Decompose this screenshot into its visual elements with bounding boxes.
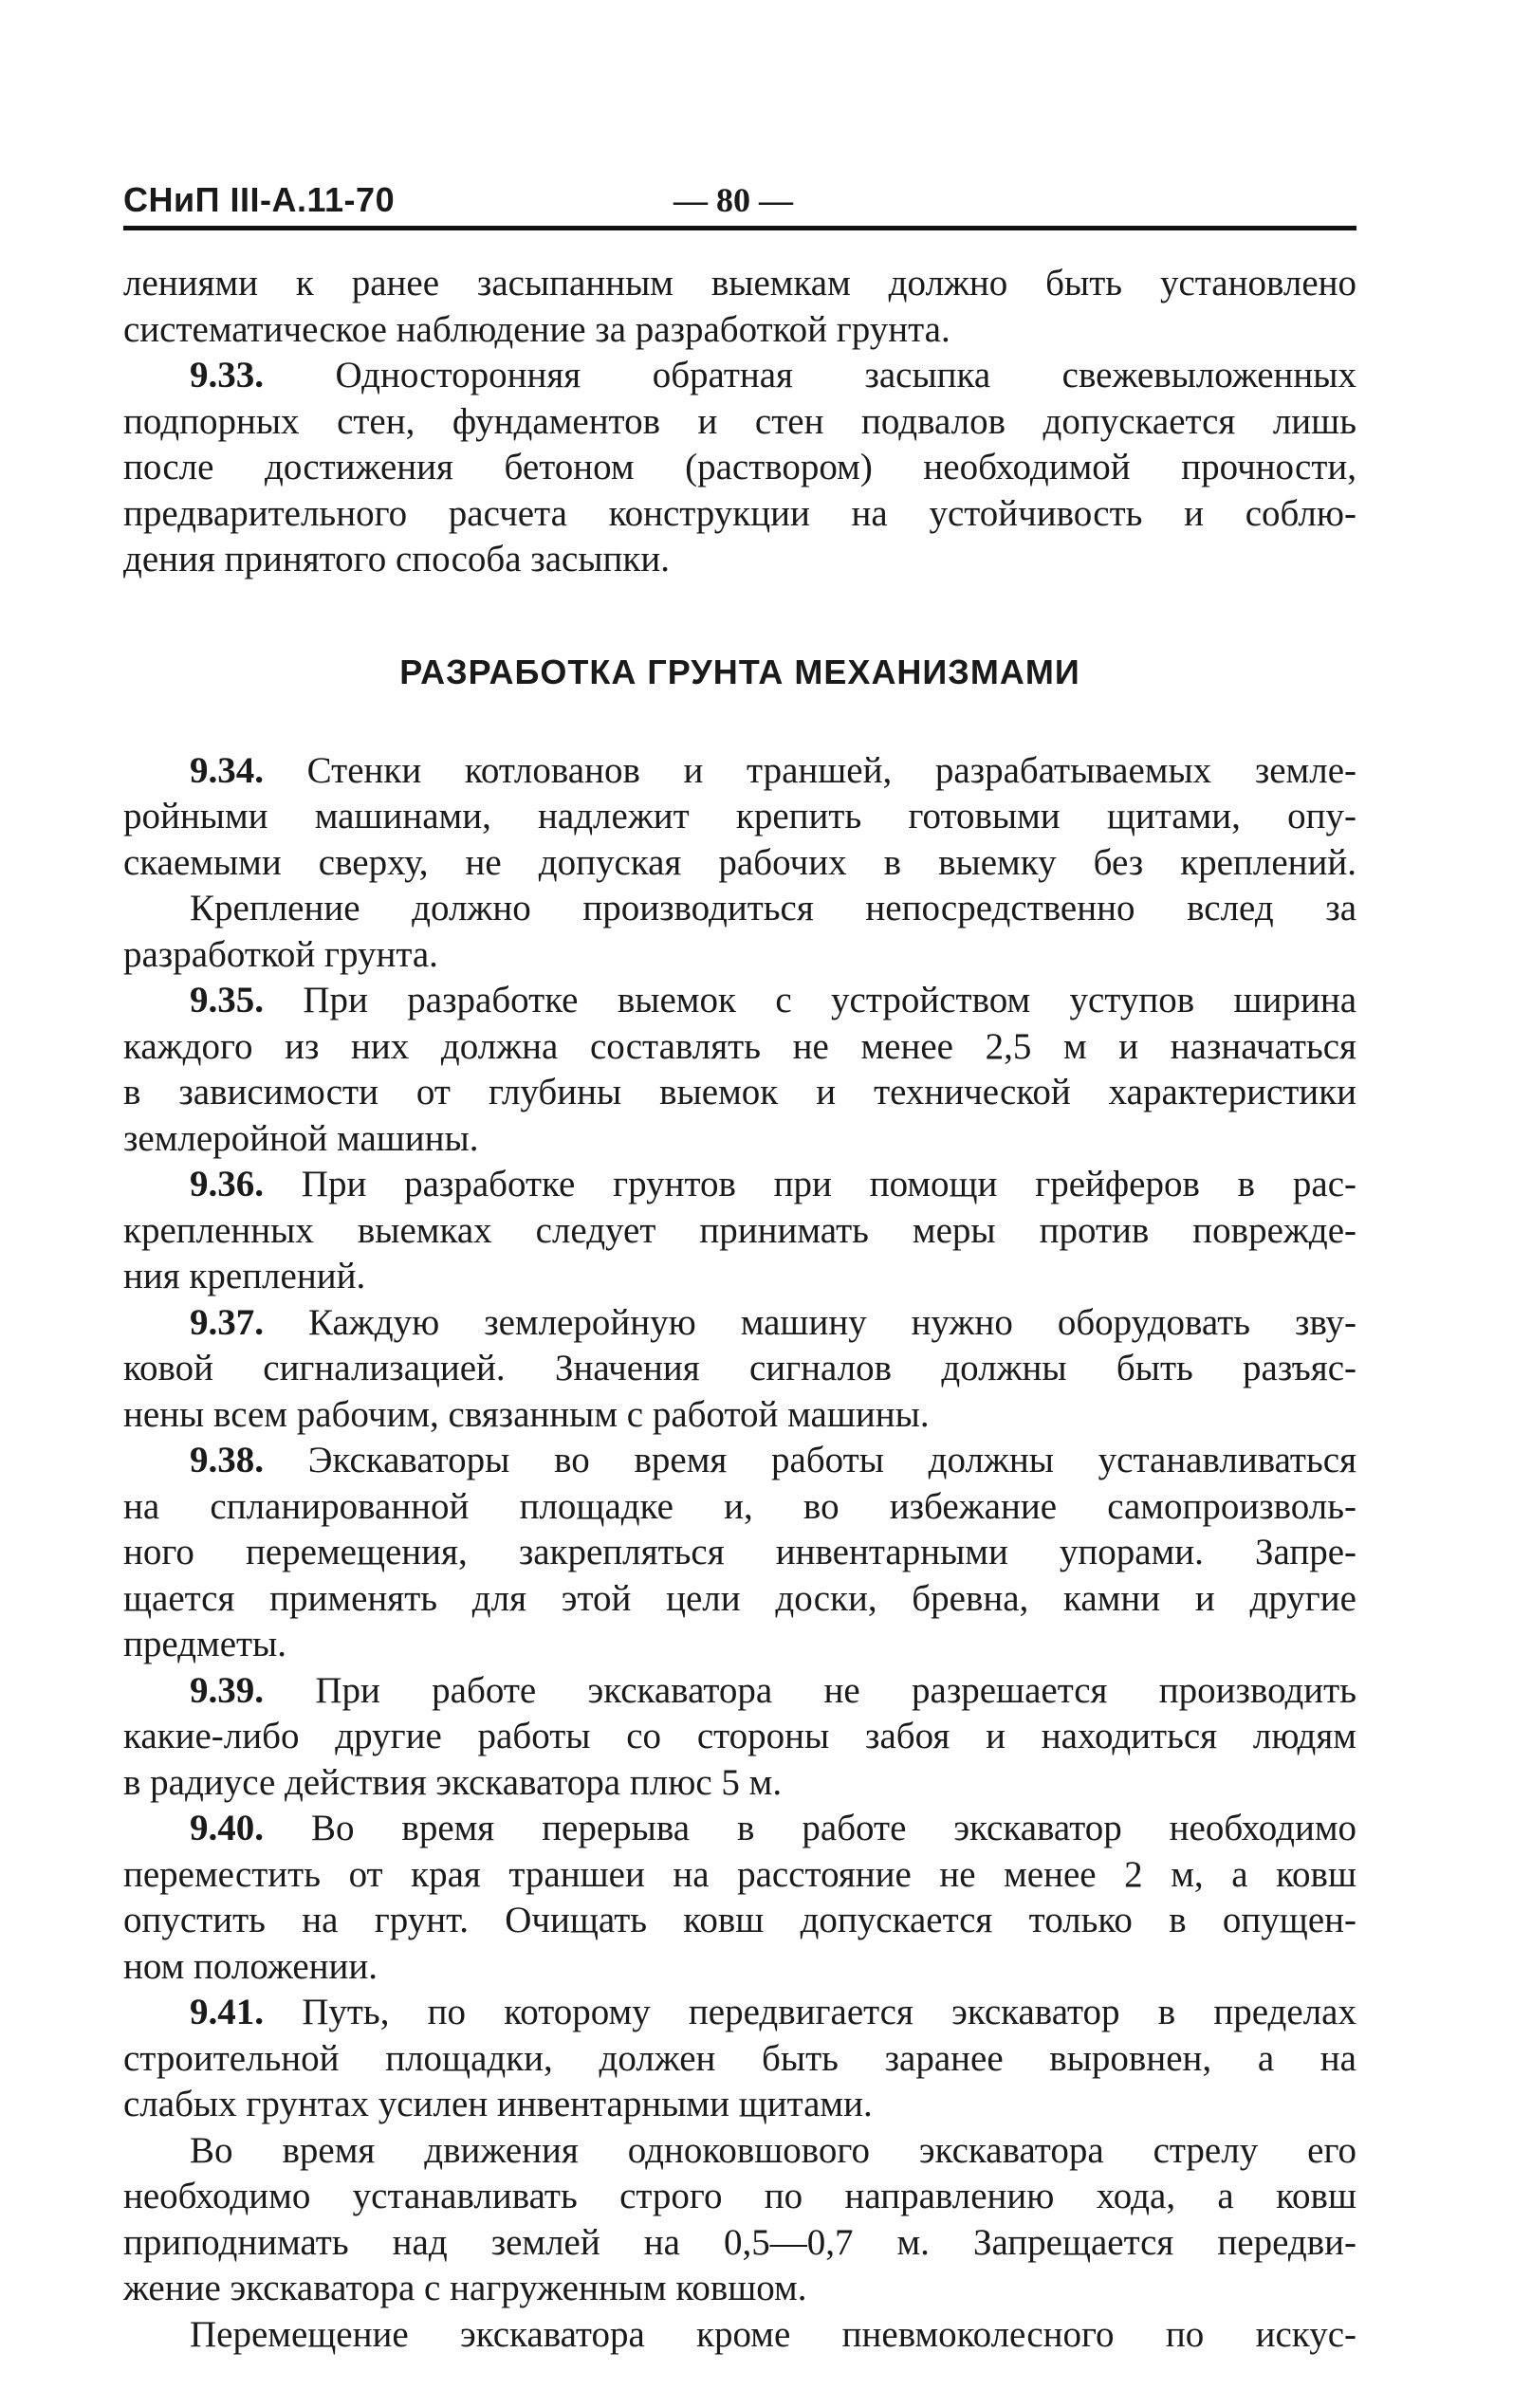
paragraph-9-36	[123, 1162, 1356, 1300]
paragraph-9-37	[123, 1300, 1356, 1439]
text-line	[123, 1668, 1356, 1715]
text-line: Перемещение экскаватора кроме пневмоколесного по искус-	[190, 2313, 1356, 2355]
text-line: предварительного расчета конструкции на устойчивость и соблю-	[123, 492, 1356, 534]
text-line: на спланированной площадке и, во избежание самопроизволь-	[123, 1485, 1356, 1527]
clause-number: 9.34.	[190, 749, 264, 791]
paragraph-continuation	[123, 261, 1356, 353]
document-code: СНиП III-А.11-70	[123, 180, 396, 219]
header-rule	[123, 226, 1356, 230]
clause-text: При работе экскаватора не разрешается производить	[315, 1669, 1356, 1711]
clause-number: 9.41.	[190, 1992, 264, 2032]
clause-text: При разработке выемок с устройством уступов ширина	[303, 980, 1356, 1020]
document-page	[123, 180, 1356, 2358]
text-line: слабых грунтах усилен инвентарными щитами.	[123, 2084, 873, 2124]
text-line: крепленных выемках следует принимать меры против поврежде-	[123, 1209, 1356, 1251]
paragraph-9-41-continued	[123, 2128, 1356, 2312]
text-line: нены всем рабочим, связанным с работой машины.	[123, 1393, 930, 1435]
clause-text: Путь, по которому передвигается экскаватор в пределах	[302, 1992, 1356, 2032]
text-line	[123, 353, 1356, 399]
paragraph-9-41-final	[123, 2312, 1356, 2359]
section-heading: РАЗРАБОТКА ГРУНТА МЕХАНИЗМАМИ	[399, 652, 1080, 691]
paragraph-9-39	[123, 1668, 1356, 1807]
paragraph-9-34-continued	[123, 886, 1356, 978]
text-line: дения принятого способа засыпки.	[123, 539, 670, 579]
text-line	[123, 748, 1356, 795]
text-line	[123, 1300, 1356, 1347]
text-line: в зависимости от глубины выемок и технической характеристики	[123, 1072, 1356, 1112]
clause-text: Каждую землеройную машину нужно оборудовать зву-	[307, 1301, 1356, 1343]
paragraph-9-41	[123, 1990, 1356, 2128]
text-line: щается применять для этой цели доски, бревна, камни и другие	[123, 1577, 1356, 1619]
text-line: землеройной машины.	[123, 1117, 479, 1159]
text-line: какие-либо другие работы со стороны забоя и находиться людям	[123, 1716, 1356, 1756]
text-line: жение экскаватора с нагруженным ковшом.	[123, 2268, 807, 2308]
text-line: строительной площадки, должен быть заранее выровнен, а на	[123, 2037, 1356, 2079]
body-text	[123, 261, 1356, 2358]
clause-text: Односторонняя обратная засыпка свежевыложенных	[335, 355, 1356, 395]
text-line: систематическое наблюдение за разработкой грунта.	[123, 308, 950, 350]
clause-text: При разработке грунтов при помощи грейферов в рас-	[301, 1164, 1356, 1204]
text-line: после достижения бетоном (раствором) необходимой прочности,	[123, 447, 1356, 487]
text-line: скаемыми сверху, не допуская рабочих в выемку без креплений.	[123, 841, 1356, 883]
clause-number: 9.35.	[190, 980, 264, 1020]
clause-number: 9.39.	[190, 1669, 264, 1711]
text-line: ковой сигнализацией. Значения сигналов должны быть разъяс-	[123, 1348, 1356, 1388]
paragraph-9-34	[123, 748, 1356, 887]
text-line: приподнимать над землей на 0,5—0,7 м. Запрещается передви-	[123, 2221, 1356, 2263]
text-line: Крепление должно производиться непосредственно вслед за	[190, 888, 1356, 928]
text-line: Во время движения одноковшового экскаватора стрелу его	[190, 2129, 1356, 2171]
text-line: каждого из них должна составлять не менее 2,5 м и назначаться	[123, 1025, 1356, 1067]
text-line	[123, 1806, 1356, 1852]
clause-number: 9.36.	[190, 1164, 264, 1204]
paragraph-9-35	[123, 978, 1356, 1162]
text-line	[123, 1438, 1356, 1484]
page-number: — 80 —	[673, 181, 793, 219]
text-line: необходимо устанавливать строго по направлению хода, а ковш	[123, 2176, 1356, 2216]
text-line: подпорных стен, фундаментов и стен подвалов допускается лишь	[123, 400, 1356, 442]
text-line: переместить от края траншеи на расстояние не менее 2 м, а ковш	[123, 1853, 1356, 1895]
clause-text: Экскаваторы во время работы должны устанавливаться	[307, 1440, 1356, 1480]
text-line: в радиусе действия экскаватора плюс 5 м.	[123, 1761, 783, 1803]
clause-number: 9.33.	[190, 355, 264, 395]
clause-number: 9.40.	[190, 1808, 264, 1848]
clause-text: Во время перерыва в работе экскаватор необходимо	[310, 1808, 1356, 1848]
text-line: ном положении.	[123, 1945, 378, 1987]
text-line: разработкой грунта.	[123, 933, 438, 975]
text-line: предметы.	[123, 1624, 286, 1664]
text-line: опустить на грунт. Очищать ковш допускается только в опущен-	[123, 1900, 1356, 1940]
text-line: ного перемещения, закрепляться инвентарными упорами. Запре-	[123, 1532, 1356, 1572]
text-line: лениями к ранее засыпанным выемкам должно быть установлено	[123, 263, 1356, 303]
text-line: ния креплений.	[123, 1256, 366, 1296]
paragraph-9-38	[123, 1438, 1356, 1668]
clause-number: 9.37.	[190, 1301, 264, 1343]
clause-text: Стенки котлованов и траншей, разрабатываемых земле-	[306, 749, 1356, 791]
text-line	[123, 978, 1356, 1024]
clause-number: 9.38.	[190, 1440, 264, 1480]
paragraph-9-40	[123, 1806, 1356, 1990]
text-line	[123, 1162, 1356, 1208]
paragraph-9-33	[123, 353, 1356, 583]
text-line: ройными машинами, надлежит крепить готовыми щитами, опу-	[123, 796, 1356, 836]
text-line	[123, 1990, 1356, 2036]
page-header	[123, 180, 1356, 226]
